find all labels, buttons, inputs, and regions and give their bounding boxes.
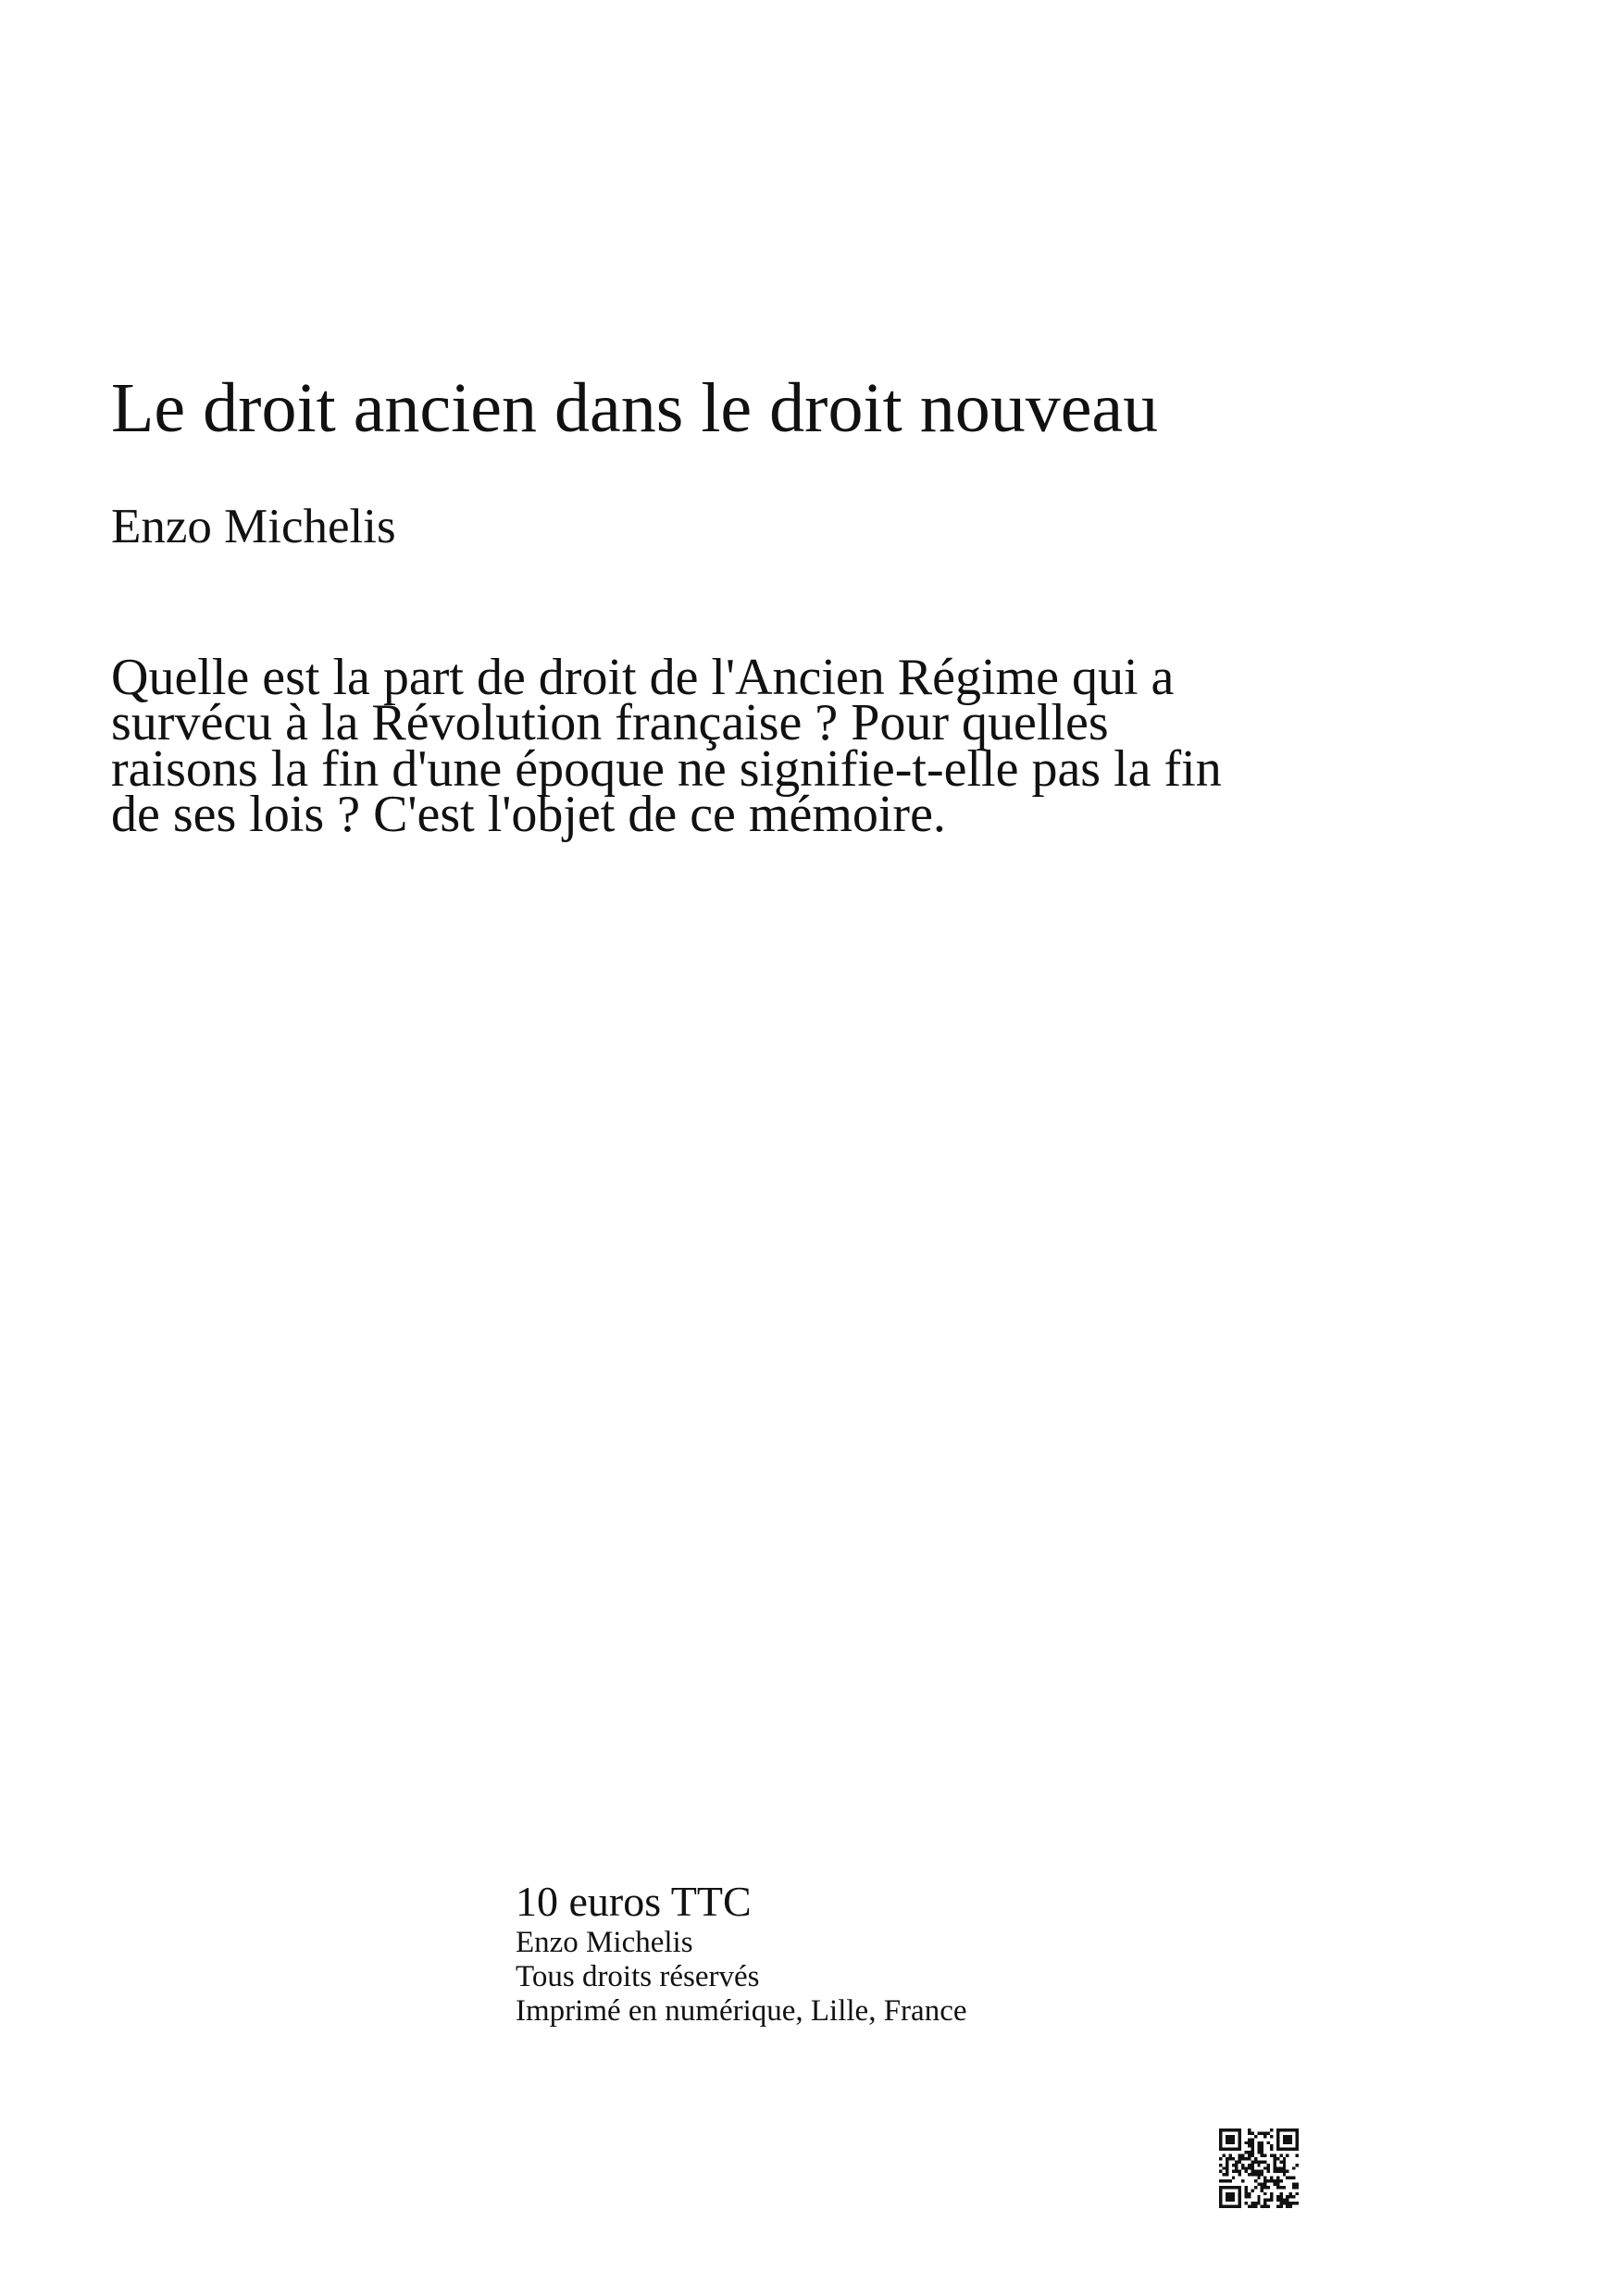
book-title: Le droit ancien dans le droit nouveau [111, 369, 1159, 447]
book-author: Enzo Michelis [111, 500, 396, 553]
colophon-author: Enzo Michelis [516, 1925, 693, 1959]
colophon-rights: Tous droits réservés [516, 1959, 760, 1993]
colophon-printing: Imprimé en numérique, Lille, France [516, 1993, 967, 2028]
book-abstract: Quelle est la part de droit de l'Ancien Régime qui a survécu à la Révolution française ? Pour quelles raisons la fin d'une époque ne signifie-t-elle pas la fin de ses lois ? C'est l'objet de ce mémoire. [111, 649, 1222, 843]
colophon [516, 1879, 967, 2028]
qr-code-icon [1219, 2128, 1299, 2208]
price-label: 10 euros TTC [516, 1878, 752, 1925]
